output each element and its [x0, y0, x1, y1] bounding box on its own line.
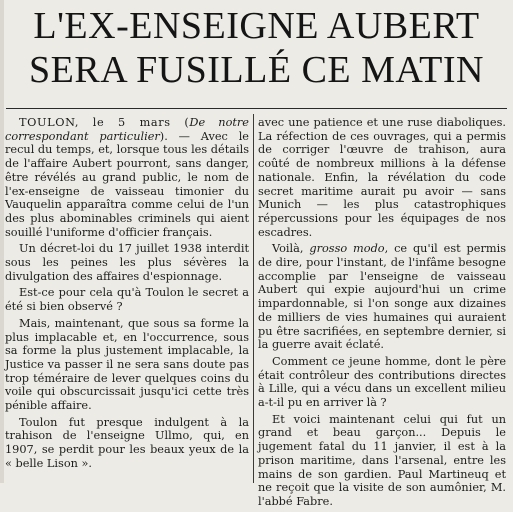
headline-rule: [6, 108, 507, 109]
article-paragraph: [5, 116, 249, 239]
article-column-left: [5, 116, 249, 474]
byline: De notre correspondant particulier: [5, 116, 249, 143]
dateline: TOULON, le 5 mars (: [19, 116, 190, 129]
paragraph-text: Voilà,: [272, 242, 310, 256]
article-paragraph: [258, 242, 506, 352]
article-paragraph: Et voici maintenant celui qui fut un grand et beau garçon... Depuis le jugement fatal du 11 janvier, il est à la prison maritime, dans l'arsenal, entre les mains de son gardien. Paul Martineuq et ne reçoit que la visite de son aumônier, M. l'abbé Fabre.: [258, 412, 506, 508]
headline-line-2: SERA FUSILLÉ CE MATIN: [29, 49, 484, 91]
column-divider: [253, 114, 254, 483]
headline-line-1: L'EX-ENSEIGNE AUBERT: [33, 5, 480, 47]
paragraph-text: , ce qu'il est permis de dire, pour l'instant, de l'infâme besogne accomplie par l'enseigne de vaisseau Aubert qui expie aujourd'hui un crime impardonnable, si l'on songe aux dizaines de milliers de vies humaines qui auraient pu être sacrifiées, en septembre dernier, si la guerre avait éclaté.: [258, 242, 506, 352]
headline: [0, 4, 513, 92]
article-paragraph: avec une patience et une ruse diaboliques. La réfection de ces ouvrages, qui a permis de corriger l'œuvre de trahison, aura coûté de nombreux millions à la défense nationale. Enfin, la révélation du code secret maritime aurait pu avoir — sans Munich — les plus catastrophiques répercussions pour les équipages de nos escadres.: [258, 116, 506, 239]
article-paragraph: Un décret-loi du 17 juillet 1938 interdit sous les peines les plus sévères la divulgation des affaires d'espionnage.: [5, 242, 249, 283]
article-column-right: [258, 116, 506, 512]
article-paragraph: Toulon fut presque indulgent à la trahison de l'enseigne Ullmo, qui, en 1907, se perdit pour les beaux yeux de la « belle Lison ».: [5, 415, 249, 470]
article-paragraph: Mais, maintenant, que sous sa forme la plus implacable et, en l'occurrence, sous sa forme la plus justement implacable, la Justice va passer il ne sera sans doute pas trop téméraire de lever quelques coins du voile qui obscurcissait jusqu'ici cette très pénible affaire.: [5, 316, 249, 413]
paragraph-text: ). — Avec le recul du temps, et, lorsque tous les détails de l'affaire Aubert pourront, sans danger, être révélés au grand public, le nom de l'ex-enseigne de vaisseau timonier du Vauquelin apparaîtra comme celui de l'un des plus abominables criminels qui aient souillé l'uniforme d'officier français.: [5, 129, 249, 239]
article-paragraph: Est-ce pour cela qu'à Toulon le secret a été si bien observé ?: [5, 286, 249, 314]
article-paragraph: Comment ce jeune homme, dont le père était contrôleur des contributions directes à Lille, qui a vécu dans un excellent milieu a-t-il pu en arriver là ?: [258, 354, 506, 410]
emphasis: grosso modo: [309, 242, 385, 256]
